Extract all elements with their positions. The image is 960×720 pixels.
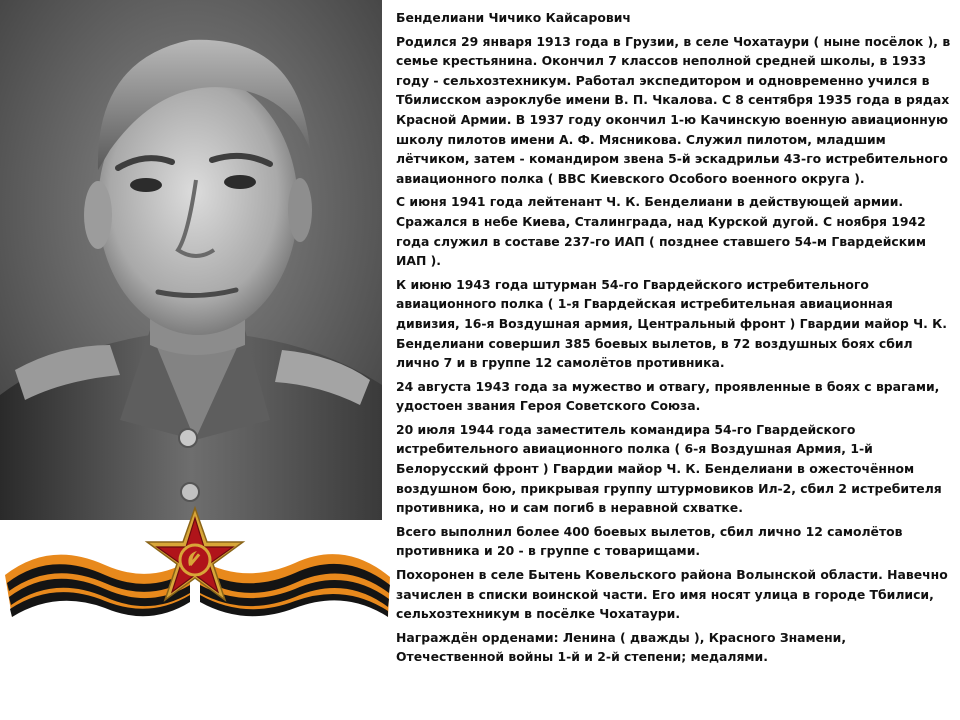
st-george-ribbon (0, 505, 395, 630)
bio-paragraph-4: 24 августа 1943 года за мужество и отвагу, проявленные в боях с врагами, удостоен звания Героя Советского Союза. (396, 378, 940, 414)
person-name: Бенделиани Чичико Кайсарович (396, 10, 631, 25)
portrait-photo (0, 0, 382, 520)
bio-paragraph-7: Похоронен в селе Бытень Ковельского района Волынской области. Навечно зачислен в списки воинской части. Его имя носят улица в городе Тбилиси, сельхозтехникум в посёлке Чохатаури. (396, 567, 948, 622)
bio-paragraph-8: Награждён орденами: Ленина ( дважды ), Красного Знамени, Отечественной войны 1-й и 2-й степени; медалями. (396, 629, 847, 665)
biography-text (396, 8, 956, 671)
bio-paragraph-5: 20 июля 1944 года заместитель командира 54-го Гвардейского истребительного авиационного полка ( 6-я Воздушная Армия, 1-й Белорусский фронт ) Гвардии майор Ч. К. Бенделиани в ожесточённом воздушном бою, прикрывая группу штурмовиков Ил-2, сбил 2 истребителя противника, но и сам погиб в неравной схватке. (396, 421, 942, 516)
bio-paragraph-2: С июня 1941 года лейтенант Ч. К. Бенделиани в действующей армии. Сражался в небе Киева, Сталинграда, над Курской дугой. С ноября 1942 года служил в составе 237-го ИАП ( позднее ставшего 54-м Гвардейским ИАП ). (396, 194, 926, 269)
bio-paragraph-3: К июню 1943 года штурман 54-го Гвардейского истребительного авиационного полка ( 1-я Гвардейская истребительная авиационная дивизия, 16-я Воздушная армия, Центральный фронт ) Гвардии майор Ч. К. Бенделиани совершил 385 боевых вылетов, в 72 воздушных боях сбил лично 7 и в группе 12 самолётов противника. (396, 276, 947, 371)
bio-paragraph-1: Родился 29 января 1913 года в Грузии, в селе Чохатаури ( ныне посёлок ), в семье крестьянина. Окончил 7 классов неполной средней школы, в 1933 году - сельхозтехникум. Работал экспедитором и одновременно учился в Тбилисском аэроклубе имени В. П. Чкалова. С 8 сентября 1935 года в рядах Красной Армии. В 1937 году окончил 1-ю Качинскую военную авиационную школу пилотов имени А. Ф. Мясникова. Служил пилотом, младшим лётчиком, затем - командиром звена 5-й эскадрильи 43-го истребительного авиационного полка ( ВВС Киевского Особого военного округа ). (396, 33, 951, 186)
bio-paragraph-6: Всего выполнил более 400 боевых вылетов, сбил лично 12 самолётов противника и 20 - в группе с товарищами. (396, 523, 903, 559)
